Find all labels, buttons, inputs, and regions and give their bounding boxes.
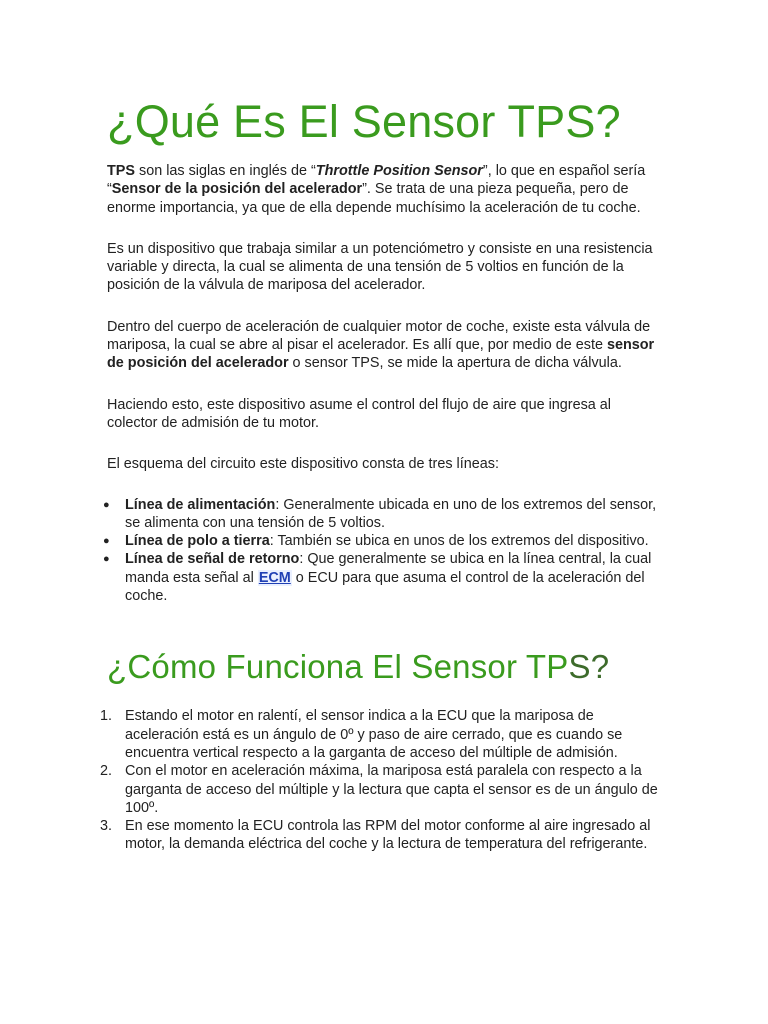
p3-text-a: Dentro del cuerpo de aceleración de cualquier motor de coche, existe esta válvula de mariposa, la cual se abre al pisar el acelerador. Es allí que, por medio de este [107,318,651,354]
list-item [100,762,663,817]
list-item-text: : También se ubica en unos de los extremos del dispositivo. [269,533,649,550]
bullet-icon: ● [103,553,110,566]
ecm-link[interactable]: ECM [258,569,291,586]
article-body [100,94,663,854]
bullet-icon: ● [103,498,110,511]
sensor-posicion-term: sensor de posición del acelerador [107,337,655,372]
paragraph-tps-definition [107,162,663,217]
p1-text-c: ”. Se trata de una pieza pequeña, pero de enorme importancia, ya que de ella depende muchísimo la aceleración de tu coche. [107,181,641,216]
step-text: Estando el motor en ralentí, el sensor indica a la ECU que la mariposa de aceleración está es un ángulo de 0º y paso de aire cerrado, que es cuando se encuentra vertical respecto a la garganta de acceso del múltiple de admisión. [125,708,623,761]
section-title-tail: S? [568,648,610,686]
list-item [100,707,663,762]
section-title-como-funciona [107,647,663,687]
list-item [103,550,663,605]
paragraph-device-description: Es un dispositivo que trabaja similar a un potenciómetro y consiste en una resistencia variable y directa, la cual se alimenta de una tensión de 5 voltios en función de la posición de la válvula de mariposa del acelerador. [107,240,653,294]
tps-acronym: TPS [107,163,135,179]
p1-text-a: son las siglas en inglés de “ [135,163,316,179]
bullet-icon: ● [103,535,110,548]
step-number: 2. [100,763,113,780]
operation-steps-list [100,707,663,853]
sensor-spanish-term: Sensor de la posición del acelerador [111,181,363,198]
throttle-position-sensor-term: Throttle Position Sensor [315,163,483,179]
step-number: 1. [100,708,113,725]
list-item [103,532,663,550]
section-title-main: ¿Cómo Funciona El Sensor TP [107,648,569,686]
list-item-text: : Que generalmente se ubica en la línea central, la cual manda esta señal al [125,551,652,586]
list-item [100,817,663,854]
step-text: Con el motor en aceleración máxima, la mariposa está paralela con respecto a la garganta de acceso del múltiple y la lectura que capta el sensor es de un ángulo de 100º. [125,763,658,816]
list-item [103,496,663,533]
list-item-label: Línea de señal de retorno [125,551,300,568]
step-text: En ese momento la ECU controla las RPM del motor conforme al aire ingresado al motor, la demanda eléctrica del coche y la lectura de temperatura del refrigerante. [125,818,651,853]
paragraph-air-flow: Haciendo esto, este dispositivo asume el control del flujo de aire que ingresa al colector de admisión de tu motor. [107,396,611,431]
p1-text-b: ”, lo que en español sería “ [107,163,646,198]
paragraph-throttle-body [107,318,663,373]
page-title: ¿Qué Es El Sensor TPS? [107,96,621,147]
list-item-label: Línea de alimentación [125,496,276,513]
circuit-lines-list [103,496,663,606]
list-item-text-tail: o ECU para que asuma el control de la aceleración del coche. [125,569,645,605]
list-item-text: : Generalmente ubicada en uno de los extremos del sensor, se alimenta con una tensión de 5 voltios. [125,496,657,531]
paragraph-circuit-intro: El esquema del circuito este dispositivo consta de tres líneas: [107,456,499,473]
step-number: 3. [100,818,113,835]
p3-text-b: o sensor TPS, se mide la apertura de dicha válvula. [288,355,622,372]
list-item-label: Línea de polo a tierra [125,533,270,550]
